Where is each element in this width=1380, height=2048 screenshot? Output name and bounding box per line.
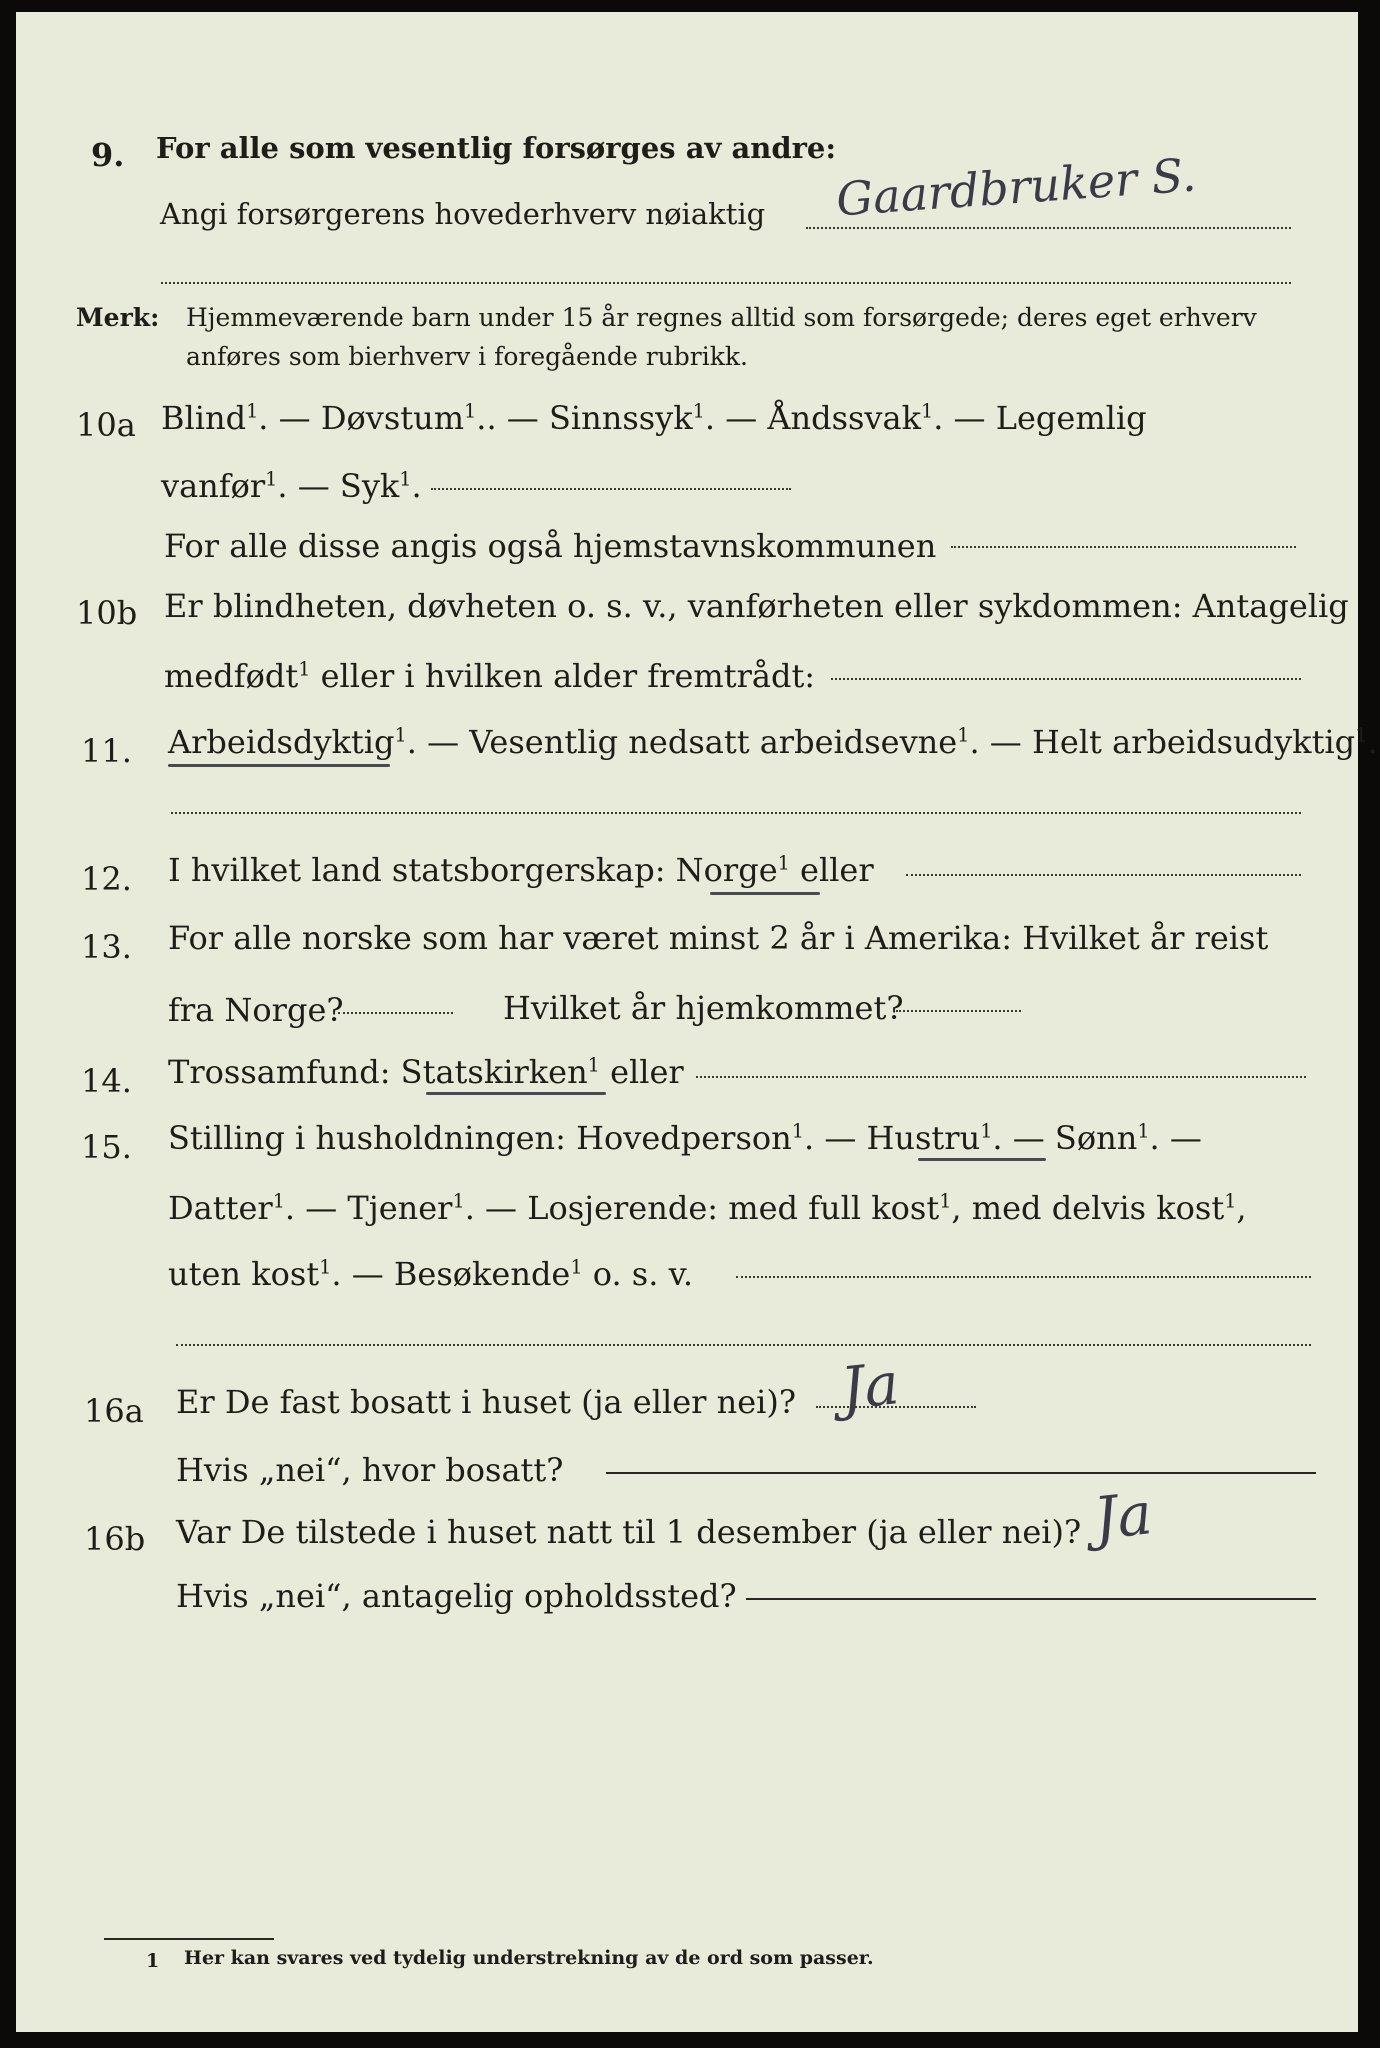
question-10b-number: 10b bbox=[76, 594, 138, 632]
question-16a-number: 16a bbox=[84, 1392, 144, 1430]
note-label: Merk: bbox=[76, 303, 160, 332]
question-11-underline-mark bbox=[168, 764, 390, 767]
census-form-page bbox=[16, 12, 1378, 2032]
question-12-answer-line bbox=[906, 874, 1301, 876]
question-16b-handwritten-answer: Ja bbox=[1090, 1479, 1156, 1553]
question-12-number: 12. bbox=[81, 860, 132, 898]
question-15-extra-line bbox=[176, 1344, 1311, 1346]
question-15-number: 15. bbox=[81, 1128, 132, 1166]
question-13-year-returned-line bbox=[896, 1010, 1021, 1012]
question-16a-answer-line bbox=[816, 1406, 976, 1408]
question-10a-number: 10a bbox=[76, 406, 136, 444]
question-10a-municipality-line bbox=[951, 546, 1296, 548]
question-10a-line2: vanfør$^1$. — Syk$^1$. bbox=[161, 467, 422, 505]
question-11-line1: Arbeidsdyktig$^1$. — Vesentlig nedsatt arbeidsevne$^1$. — Helt arbeidsudyktig$^1$. bbox=[168, 723, 1378, 761]
question-12-underline-mark bbox=[710, 892, 820, 895]
question-13-line2a: fra Norge? bbox=[168, 991, 344, 1029]
question-16b-line1: Var De tilstede i huset natt til 1 desember (ja eller nei)? bbox=[176, 1513, 1082, 1551]
question-13-line2b: Hvilket år hjemkommet? bbox=[503, 989, 904, 1027]
question-10b-line2: medfødt$^1$ eller i hvilken alder fremtrådt: bbox=[164, 657, 816, 695]
question-10b-answer-line bbox=[831, 678, 1301, 680]
question-15-line1: Stilling i husholdningen: Hovedperson$^1$. — Hustru$^1$. — Sønn$^1$. — bbox=[168, 1119, 1202, 1157]
question-9-handwritten-answer: Gaardbruker S. bbox=[834, 147, 1198, 227]
question-16a-line1: Er De fast bosatt i huset (ja eller nei)? bbox=[176, 1383, 797, 1421]
question-14-line1: Trossamfund: Statskirken$^1$ eller bbox=[168, 1053, 684, 1091]
question-14-underline-mark bbox=[426, 1092, 606, 1095]
question-16b-number: 16b bbox=[84, 1520, 146, 1558]
question-9-line2: Angi forsørgerens hovederhverv nøiaktig bbox=[160, 197, 766, 231]
question-16b-location-line bbox=[746, 1598, 1316, 1600]
question-10a-line1: Blind$^1$. — Døvstum$^1$.. — Sinnssyk$^1$. — Åndssvak$^1$. — Legemlig bbox=[161, 399, 1147, 437]
question-12-line1: I hvilket land statsborgerskap: Norge$^1$ eller bbox=[168, 851, 874, 889]
question-10a-answer-line bbox=[431, 488, 791, 490]
question-9-number: 9. bbox=[91, 136, 125, 174]
note-line2: anføres som bierhverv i foregående rubrikk. bbox=[186, 342, 748, 371]
question-11-number: 11. bbox=[81, 732, 132, 770]
question-13-number: 13. bbox=[81, 928, 132, 966]
question-9-extra-line bbox=[161, 282, 1291, 284]
question-10b-line1: Er blindheten, døvheten o. s. v., vanførheten eller sykdommen: Antagelig bbox=[164, 587, 1349, 625]
question-15-line3: uten kost$^1$. — Besøkende$^1$ o. s. v. bbox=[168, 1255, 694, 1293]
question-11-extra-line bbox=[171, 812, 1301, 814]
question-16a-line2: Hvis „nei“, hvor bosatt? bbox=[176, 1451, 564, 1489]
question-15-answer-line bbox=[736, 1276, 1311, 1278]
question-13-year-left-line bbox=[338, 1012, 453, 1014]
question-10a-line3: For alle disse angis også hjemstavnskommunen bbox=[164, 527, 937, 565]
footnote-mark: 1 bbox=[146, 1950, 160, 1972]
question-16b-line2: Hvis „nei“, antagelig opholdssted? bbox=[176, 1577, 737, 1615]
question-9-line1: For alle som vesentlig forsørges av andre: bbox=[156, 131, 837, 165]
footnote-separator bbox=[104, 1938, 274, 1940]
question-15-line2: Datter$^1$. — Tjener$^1$. — Losjerende: med full kost$^1$, med delvis kost$^1$, bbox=[168, 1189, 1247, 1227]
question-16a-residence-line bbox=[606, 1472, 1316, 1474]
question-16a-handwritten-answer: Ja bbox=[837, 1349, 903, 1423]
question-14-number: 14. bbox=[81, 1062, 132, 1100]
footnote-text: Her kan svares ved tydelig understrekning av de ord som passer. bbox=[184, 1947, 874, 1969]
question-13-line1: For alle norske som har været minst 2 år i Amerika: Hvilket år reist bbox=[168, 919, 1269, 957]
question-15-underline-mark bbox=[918, 1158, 1046, 1161]
question-14-answer-line bbox=[696, 1076, 1306, 1078]
question-9-answer-line bbox=[806, 227, 1291, 229]
note-line1: Hjemmeværende barn under 15 år regnes alltid som forsørgede; deres eget erhverv bbox=[186, 303, 1257, 332]
